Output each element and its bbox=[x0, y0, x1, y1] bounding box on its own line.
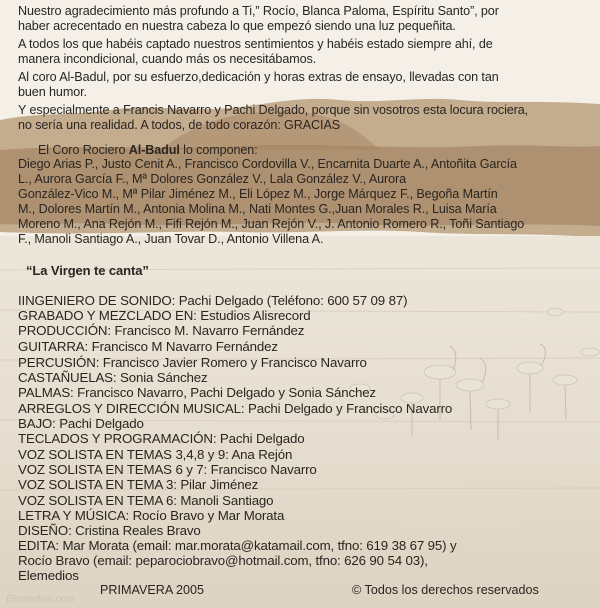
intro-line: Al coro Al-Badul, por su esfuerzo,dedicación y horas extras de ensayo, llevadas con tan bbox=[18, 70, 499, 84]
intro-line: haber acrecentado en nuestra cabeza lo que empezó siendo una luz pequeñita. bbox=[18, 19, 456, 33]
credit-line: LETRA Y MÚSICA: Rocío Bravo y Mar Morata bbox=[18, 508, 285, 523]
song-title: “La Virgen te canta” bbox=[26, 263, 149, 278]
intro-line: Nuestro agradecimiento más profundo a Ti,” Rocío, Blanca Paloma, Espíritu Santo”, por bbox=[18, 4, 499, 18]
choir-members-line: Moreno M., Ana Rejón M., Fifi Rejón M., Juan Rejón V., J. Antonio Romero R., Toñi Santiago bbox=[18, 217, 525, 231]
credit-line: GUITARRA: Francisco M Navarro Fernández bbox=[18, 339, 278, 354]
credit-line: DISEÑO: Cristina Reales Bravo bbox=[18, 523, 201, 538]
credit-line: PRODUCCIÓN: Francisco M. Navarro Fernández bbox=[18, 323, 305, 338]
credit-line: VOZ SOLISTA EN TEMA 6: Manoli Santiago bbox=[18, 493, 274, 508]
season-label: PRIMAVERA 2005 bbox=[100, 583, 205, 597]
credit-line: PERCUSIÓN: Francisco Javier Romero y Francisco Navarro bbox=[18, 355, 367, 370]
credit-line: CASTAÑUELAS: Sonia Sánchez bbox=[18, 370, 208, 385]
credit-line: IINGENIERO DE SONIDO: Pachi Delgado (Teléfono: 600 57 09 87) bbox=[18, 293, 408, 308]
intro-line: A todos los que habéis captado nuestros sentimientos y habéis estado siempre ahí, de bbox=[18, 37, 493, 51]
watermark: Elemedios.com bbox=[6, 594, 75, 605]
intro-line: Y especialmente a Francis Navarro y Pachi Delgado, porque sin vosotros esta locura rociera, bbox=[18, 103, 529, 117]
credit-line: Elemedios bbox=[18, 568, 79, 583]
choir-members-line: Diego Arias P., Justo Cenit A., Francisco Cordovilla V., Encarnita Duarte A., Antoñita García bbox=[18, 157, 517, 171]
copyright-notice: © Todos los derechos reservados bbox=[352, 583, 539, 597]
intro-line: buen humor. bbox=[18, 85, 87, 99]
choir-members-line: M., Dolores Martín M., Antonia Molina M., Nati Montes G.,Juan Morales R., Luisa María bbox=[18, 202, 497, 216]
intro-line: no sería una realidad. A todos, de todo corazón: GRACIAS bbox=[18, 118, 341, 132]
credit-line: Rocío Bravo (email: peparociobravo@hotmail.com, tfno: 626 90 54 03), bbox=[18, 553, 428, 568]
credit-line: VOZ SOLISTA EN TEMA 3: Pilar Jiménez bbox=[18, 477, 259, 492]
credit-line: TECLADOS Y PROGRAMACIÓN: Pachi Delgado bbox=[18, 431, 305, 446]
credit-line: VOZ SOLISTA EN TEMAS 3,4,8 y 9: Ana Rejón bbox=[18, 447, 293, 462]
choir-intro-prefix: El Coro Rociero bbox=[38, 143, 129, 157]
credit-line: VOZ SOLISTA EN TEMAS 6 y 7: Francisco Navarro bbox=[18, 462, 317, 477]
choir-intro bbox=[38, 143, 258, 157]
choir-intro-suffix: lo componen: bbox=[179, 143, 258, 157]
choir-members-line: L., Aurora García F., Mª Dolores González V., Lala González V., Aurora bbox=[18, 172, 407, 186]
credit-line: BAJO: Pachi Delgado bbox=[18, 416, 144, 431]
choir-name: Al-Badul bbox=[128, 143, 180, 157]
credit-line: EDITA: Mar Morata (email: mar.morata@katamail.com, tfno: 619 38 67 95) y bbox=[18, 538, 457, 553]
credit-line: PALMAS: Francisco Navarro, Pachi Delgado y Sonia Sánchez bbox=[18, 385, 376, 400]
credit-line: GRABADO Y MEZCLADO EN: Estudios Alisrecord bbox=[18, 308, 311, 323]
choir-members-line: F., Manoli Santiago A., Juan Tovar D., Antonio Villena A. bbox=[18, 232, 324, 246]
intro-line: manera incondicional, cuando más os necesitábamos. bbox=[18, 52, 317, 66]
choir-members-line: González-Vico M., Mª Pilar Jiménez M., Eli López M., Jorge Márquez F., Begoña Martín bbox=[18, 187, 498, 201]
credit-line: ARREGLOS Y DIRECCIÓN MUSICAL: Pachi Delgado y Francisco Navarro bbox=[18, 401, 453, 416]
